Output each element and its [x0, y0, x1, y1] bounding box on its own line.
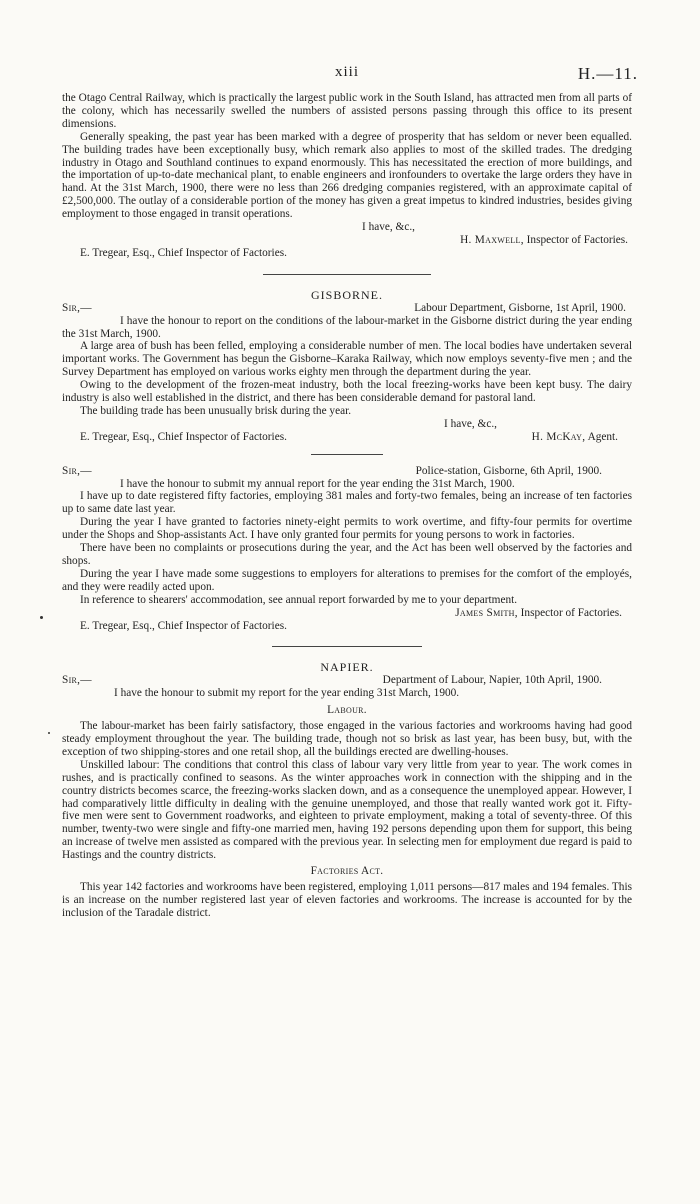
napier-letter-header	[62, 674, 632, 687]
gisborne-heading: GISBORNE.	[310, 287, 383, 302]
document-reference: H.—11.	[577, 64, 638, 83]
otago-addressee: E. Tregear, Esq., Chief Inspector of Factories.	[80, 246, 287, 259]
gisborne-signature-title: Agent.	[587, 430, 618, 443]
gisborne-signature-name: H. McKay,	[531, 430, 586, 443]
margin-mark	[40, 616, 43, 619]
police-addressee: E. Tregear, Esq., Chief Inspector of Factories.	[80, 619, 287, 632]
police-paragraph-4: There have been no complaints or prosecutions during the year, and the Act has been well observed by the factories and shops.	[62, 542, 632, 567]
gisborne-addressee: E. Tregear, Esq., Chief Inspector of Factories.	[80, 430, 287, 443]
margin-mark	[48, 732, 50, 734]
napier-paragraph-1: I have the honour to submit my report for the year ending 31st March, 1900.	[114, 687, 460, 700]
police-letter-header	[62, 465, 632, 478]
police-paragraph-3: During the year I have granted to factories ninety-eight permits to work overtime, and fifty-four permits for overtime under the Shops and Shop-assistants Act. I have only granted four permits for young persons to work in factories.	[62, 516, 632, 542]
otago-closing: I have, &c.,	[362, 221, 416, 234]
otago-signature	[62, 234, 632, 247]
napier-address: Department of Labour, Napier, 10th April, 1900.	[382, 674, 602, 687]
gisborne-closing: I have, &c.,	[444, 417, 498, 430]
police-paragraph-1: I have the honour to submit my annual report for the year ending the 31st March, 1900.	[120, 477, 515, 490]
otago-paragraph-2: Generally speaking, the past year has been marked with a degree of prosperity that has seldom or never been equalled. The building trades have been exceptionally busy, which remark also applies to most of the skilled trades. The dredging industry in Otago and Southland continues to expand enormously. This has necessitated the erection of more buildings, and the importation of up-to-date mechanical plant, to enable engineers and ironfounders to overtake the large orders they have in hand. At the 31st March, 1900, there were no less than 266 dredging companies registered, with an approximate capital of £2,500,000. The outlay of a considerable portion of the money has given a great impetus to kindred industries, besides giving employment to those engaged in transit operations.	[62, 130, 632, 221]
gisborne-letter-header	[62, 302, 632, 315]
gisborne-paragraph-1: I have the honour to report on the conditions of the labour-market in the Gisborne district during the year ending the 31st March, 1900.	[62, 314, 632, 340]
napier-subheading-labour: Labour.	[327, 704, 367, 717]
otago-signature-name: H. Maxwell,	[460, 233, 524, 246]
napier-subheading-factories: Factories Act.	[310, 865, 384, 878]
document-body	[62, 92, 632, 920]
napier-heading: NAPIER.	[320, 660, 374, 675]
police-signature-name: James Smith,	[455, 606, 518, 619]
police-salutation: Sir,—	[62, 464, 92, 477]
napier-paragraph-2: The labour-market has been fairly satisfactory, those engaged in the various factories and workrooms having had good steady employment throughout the year. The building trade, though not so brisk as last year, has been busy, but, with the exception of two shipping-stores and one retail shop, all the buildings erected are dwelling-houses.	[62, 720, 632, 758]
page-header	[62, 64, 638, 86]
police-paragraph-2: I have up to date registered fifty factories, employing 381 males and forty-two females, being an increase of ten factories up to same date last year.	[62, 490, 632, 516]
police-signature-title: Inspector of Factories.	[520, 606, 622, 619]
page-number: xiii	[334, 64, 359, 80]
napier-salutation: Sir,—	[62, 674, 92, 687]
gisborne-signature	[532, 431, 632, 444]
napier-paragraph-3: Unskilled labour: The conditions that control this class of labour vary very little from year to year. The work comes in rushes, and is practically confined to seasons. As the winter approaches work in connection with the shipping and in the country districts becomes scarce, the freezing-works slacken down, and as a consequence the unemployed appear. However, I had comparatively little difficulty in dealing with the genuine unemployed, and those that really wanted work got it. Fifty-five men were sent to Government roadworks, and eighteen to private employment, making a total of seventy-three. Of this number, twenty-two were single and fifty-one married men, having 192 persons depending upon them for support, this being an increase of twelve men assisted as compared with the previous year. In selecting men for employment due regard is paid to Hastings and the country districts.	[62, 758, 632, 862]
otago-signature-title: Inspector of Factories.	[526, 233, 628, 246]
gisborne-paragraph-4: The building trade has been unusually brisk during the year.	[80, 404, 352, 417]
napier-paragraph-4: This year 142 factories and workrooms have been registered, employing 1,011 persons—817 males and 194 females. This is an increase on the number registered last year of eleven factories and workrooms. The increase is accounted for by the inclusion of the Taradale district.	[62, 880, 632, 919]
gisborne-paragraph-3: Owing to the development of the frozen-meat industry, both the local freezing-works have been kept busy. The dairy industry is also well established in the district, and there has been considerable demand for pastoral land.	[62, 379, 632, 405]
gisborne-sign-off	[62, 431, 632, 444]
gisborne-paragraph-2: A large area of bush has been felled, employing a considerable number of men. The local bodies have undertaken several important works. The Government has begun the Gisborne–Karaka Railway, which now employs seventy-five men ; and the Survey Department has employed on various works eighty men through the department during the year.	[62, 340, 632, 379]
police-paragraph-5: During the year I have made some suggestions to employers for alterations to premises for the comfort of the employés, and they were readily acted upon.	[62, 567, 632, 593]
police-paragraph-6: In reference to shearers' accommodation, see annual report forwarded by me to your department.	[80, 593, 518, 606]
gisborne-salutation: Sir,—	[62, 301, 92, 314]
gisborne-address: Labour Department, Gisborne, 1st April, 1900.	[414, 301, 626, 314]
police-address: Police-station, Gisborne, 6th April, 1900.	[415, 464, 602, 477]
otago-paragraph-1: the Otago Central Railway, which is practically the largest public work in the South Island, has attracted men from all parts of the colony, which has necessarily swelled the numbers of assisted persons passing through this office to its present dimensions.	[62, 92, 632, 130]
police-signature	[62, 607, 632, 620]
